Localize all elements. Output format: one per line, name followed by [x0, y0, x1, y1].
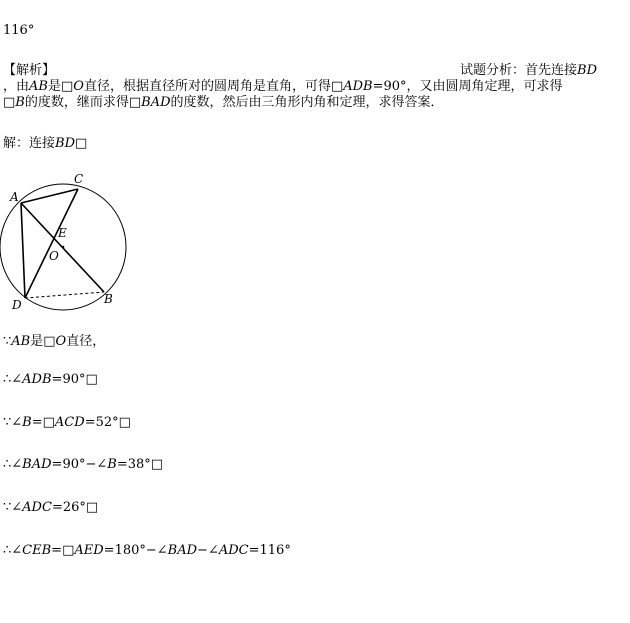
text-seg: 是□: [30, 334, 56, 349]
text-seg: ∵∠: [3, 415, 23, 430]
var-adc: ADC: [22, 500, 52, 515]
var-adc: ADC: [218, 543, 249, 558]
var-o: O: [55, 334, 67, 349]
text-seg: =90°，又由圆周角定理，可求得: [372, 79, 563, 94]
text-seg: ∵∠: [3, 500, 23, 515]
answer-value: 116°: [3, 23, 35, 38]
text-seg: 是□: [47, 79, 74, 94]
text-seg: 直径，: [66, 334, 106, 349]
text-seg: −∠: [197, 543, 219, 558]
solution-step-3: [3, 415, 131, 431]
text-seg: 直径，根据直径所对的圆周角是直角，可得□: [83, 79, 344, 94]
analysis-line-3: [3, 95, 444, 111]
text-seg: 的度数，然后由三角形内角和定理，求得答案．: [170, 95, 444, 110]
segment-db-dashed: [25, 292, 104, 298]
var-adb: ADB: [22, 372, 52, 387]
var-bad: BAD: [22, 457, 52, 472]
text-seg: =26°□: [51, 500, 99, 515]
analysis-lead: [460, 63, 597, 79]
text-seg: □: [75, 136, 88, 151]
var-bad: BAD: [167, 543, 198, 558]
text-seg: ∴∠: [3, 543, 23, 558]
text-seg: =□: [31, 415, 55, 430]
var-ab: AB: [29, 79, 48, 94]
label-e: E: [58, 226, 67, 240]
solution-intro: [3, 136, 87, 152]
analysis-header: 【解析】: [3, 63, 56, 78]
label-b: B: [104, 292, 113, 306]
segment-ac: [21, 189, 78, 203]
label-d: D: [12, 298, 22, 312]
var-aed: AED: [74, 543, 104, 558]
text-seg: =38°□: [116, 457, 164, 472]
var-ab: AB: [11, 334, 31, 349]
var-ceb: CEB: [22, 543, 52, 558]
var-b: B: [22, 415, 32, 430]
solution-step-1: [3, 334, 105, 350]
var-b: B: [15, 95, 25, 110]
analysis-lead-label: 试题分析：首先连接: [460, 63, 578, 78]
label-a: A: [10, 190, 19, 204]
text-seg: 的度数，继而求得□: [24, 95, 142, 110]
text-seg: □: [3, 95, 16, 110]
circle-diagram: [0, 168, 140, 316]
text-seg: =90°−∠: [51, 457, 108, 472]
solution-step-4: [3, 457, 163, 473]
text-seg: =52°□: [84, 415, 131, 430]
var-adb: ADB: [343, 79, 373, 94]
var-b: B: [107, 457, 117, 472]
var-o: O: [73, 79, 84, 94]
segment-cd: [25, 189, 78, 298]
analysis-lead-var: BD: [577, 63, 597, 78]
text-seg: =□: [51, 543, 75, 558]
label-o: O: [49, 249, 59, 263]
solution-step-2: [3, 372, 98, 388]
text-seg: =180°−∠: [103, 543, 168, 558]
solution-step-6: [3, 543, 291, 559]
label-c: C: [74, 172, 84, 186]
text-seg: ∵: [3, 334, 12, 349]
var-bad: BAD: [141, 95, 171, 110]
text-seg: 解：连接: [3, 136, 56, 151]
var-bd: BD: [55, 136, 75, 151]
text-seg: =90°□: [51, 372, 98, 387]
center-point: [62, 246, 65, 249]
text-seg: ∴∠: [3, 372, 23, 387]
analysis-line-2: [3, 79, 563, 95]
solution-step-5: [3, 500, 98, 516]
var-acd: ACD: [54, 415, 85, 430]
text-seg: ，由: [3, 79, 30, 94]
text-seg: ∴∠: [3, 457, 23, 472]
text-seg: =116°: [248, 543, 291, 558]
segment-ad: [21, 203, 25, 298]
